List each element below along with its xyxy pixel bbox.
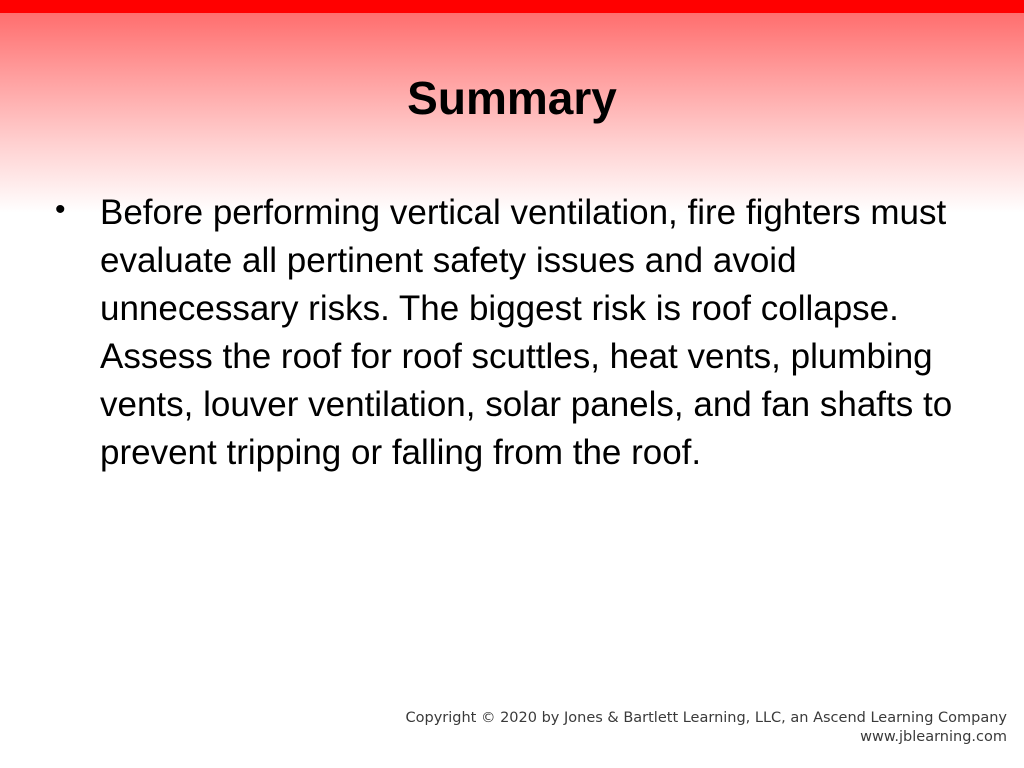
footer (406, 709, 1007, 747)
slide-title: Summary (407, 72, 617, 124)
website-link[interactable]: www.jblearning.com (860, 729, 1007, 745)
copyright-notice: Copyright © 2020 by Jones & Bartlett Learning, LLC, an Ascend Learning Company (405, 710, 1007, 726)
top-accent-bar (0, 0, 1024, 13)
bullet-item (55, 189, 980, 477)
bullet-dot-icon: • (55, 193, 66, 226)
bullet-list (55, 189, 980, 477)
bullet-text: Before performing vertical ventilation, fire fighters must evaluate all pertinent safety issues and avoid unnecessary risks. The biggest risk is roof collapse. Assess the roof for roof scuttles, heat vents, plumbing vents, louver ventilation, solar panels, and fan shafts to prevent tripping or falling from the roof. (100, 193, 953, 472)
